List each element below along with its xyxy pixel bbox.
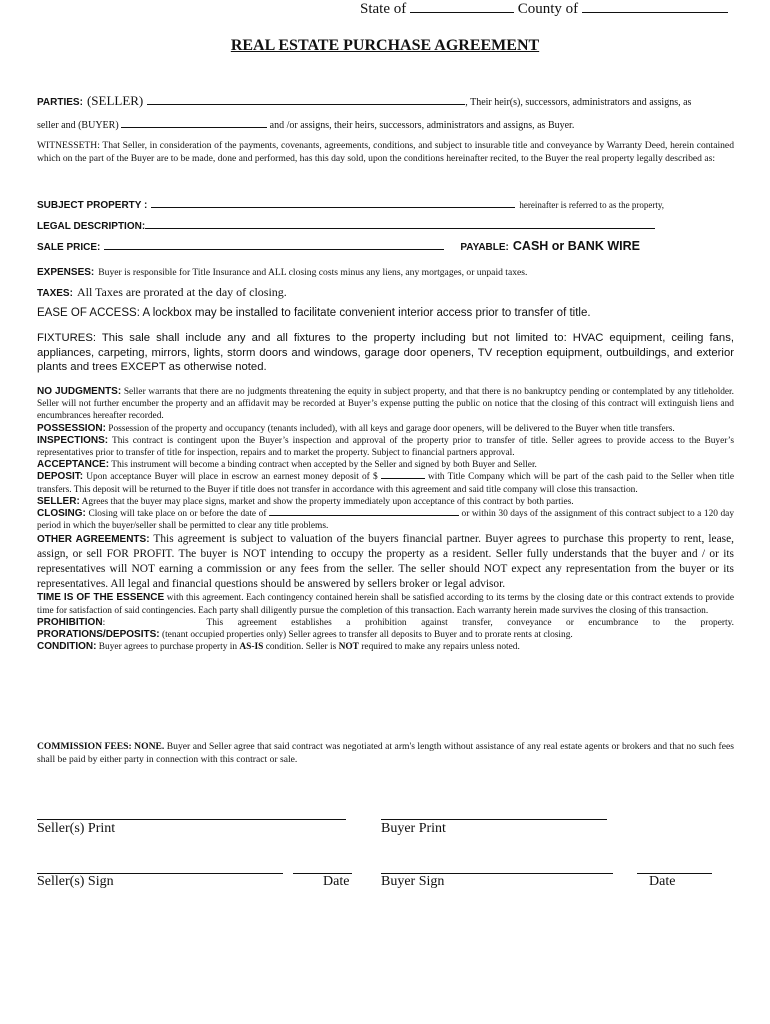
prohibition-clause: PROHIBITION: This agreement establishes a prohibition against transfer, conveyance or encumbrance to the property. [37,616,735,628]
condition-text-c: required to make any repairs unless noted. [361,642,520,653]
ease-of-access-text: A lockbox may be installed to facilitate convenient interior access prior to transfer of title. [142,307,591,319]
buyer-date-label: Date [649,874,676,889]
deposit-text-b: with Title Company which will be part of the cash paid to the Seller when title transfers. This deposit will be returned to the Buyer if title does not transfer in accordance with this agreement and said title company will close this transaction. [37,472,735,495]
inspections-text: This contract is contingent upon the Buyer’s inspection and approval of the property prior to transfer of title. Seller agrees to provide access to the Buyer’s representatives prior to transfer of title for inspection, repairs and to market the property. Subject to financial partners approval. [37,435,734,459]
buyer-lead: seller and (BUYER) [37,120,119,131]
payable-value: CASH or BANK WIRE [512,239,640,253]
state-county-line [360,0,728,18]
buyer-line [37,119,574,132]
ease-of-access-line [37,307,591,319]
buyer-sign-label: Buyer Sign [381,874,445,889]
parties-label: PARTIES: [37,97,83,108]
inspections-label: INSPECTIONS: [37,434,109,446]
buyer-print-label: Buyer Print [381,821,446,836]
seller-print-label: Seller(s) Print [37,821,116,836]
sale-price-label: SALE PRICE: [37,242,101,253]
seller-text: Agrees that the buyer may place signs, market and show the property immediately upon acceptance of this contract by both parties. [81,496,574,507]
condition-as-is: AS-IS [239,642,264,653]
deposit-clause [37,471,734,495]
commission-paragraph [37,740,734,766]
taxes-line [37,283,287,301]
fixtures-text: This sale shall include any and all fixtures to the property including but not limited to: HVAC equipment, ceiling fans, appliances, carpeting, mirrors, lights, storm doors and windows, garage door openers, TV reception equipment, outbuildings, and exterior plants and trees EXCEPT as otherwise noted. [37,332,735,373]
deposit-amount-field[interactable] [381,477,425,479]
subject-property-line [37,195,664,213]
no-judgments-clause [37,386,734,423]
prorations-label: PRORATIONS/DEPOSITS: [37,629,160,641]
fixtures-label: FIXTURES: [37,332,96,344]
legal-description-field[interactable] [145,227,655,229]
expenses-line [37,262,527,280]
condition-clause [37,641,734,653]
document-title: REAL ESTATE PURCHASE AGREEMENT [230,37,540,54]
no-judgments-label: NO JUDGMENTS: [37,386,122,397]
deposit-text-a: Upon acceptance Buyer will place in escrow an earnest money deposit of $ [86,472,378,483]
ease-of-access-label: EASE OF ACCESS: [37,307,140,319]
seller-clause [37,496,734,508]
time-of-essence-clause [37,592,734,616]
no-judgments-text: Seller warrants that there are no judgments threatening the equity in subject property, and that there is no bankruptcy pending or contemplated by any titleholder. Seller will not further encumber the property and an affidavit may be recorded at Buyer’s expense putting the public on notice that the closing of this contract will extinguish liens and encumbrances hereafter recorded. [37,387,734,422]
payable-label: PAYABLE: [460,242,509,253]
sale-price-field[interactable] [104,248,444,250]
other-agreements-label: OTHER AGREEMENTS: [37,534,150,546]
fixtures-paragraph [37,331,734,375]
legal-description-label: LEGAL DESCRIPTION: [37,221,146,232]
parties-line [37,92,737,110]
prohibition-text: This agreement establishes a prohibition against transfer, conveyance or encumbrance to the property. [206,617,735,628]
closing-text-a: Closing will take place on or before the date of [88,509,267,520]
condition-not: NOT [338,642,359,653]
sale-price-line [37,237,640,255]
prorations-clause [37,629,734,641]
subject-property-label: SUBJECT PROPERTY : [37,200,148,211]
seller-date-label: Date [323,874,350,889]
commission-label: COMMISSION FEES: NONE. [37,741,165,752]
possession-label: POSSESSION: [37,422,106,434]
closing-clause [37,508,734,532]
prohibition-label: PROHIBITION [37,616,103,628]
seller-tail: , Their heir(s), successors, administrators and assigns, as [465,97,692,108]
condition-text-b: condition. Seller is [265,642,337,653]
seller-label: SELLER: [37,495,80,507]
buyer-tail: and /or assigns, their heirs, successors, administrators and assigns, as Buyer. [269,120,575,131]
other-agreements-clause [37,532,734,592]
closing-label: CLOSING: [37,508,86,520]
deposit-label: DEPOSIT: [37,471,84,483]
expenses-text: Buyer is responsible for Title Insurance and ALL closing costs minus any liens, any mortgages, or unpaid taxes. [98,267,528,278]
expenses-label: EXPENSES: [37,267,95,278]
seller-tag: (SELLER) [86,93,144,108]
possession-clause [37,423,734,435]
other-agreements-text: This agreement is subject to valuation of the buyers financial partner. Buyer agrees to purchase this property to rent, lease, assign, or sell FOR PROFIT. The buyer is NOT intending to occupy the property as a resident. Seller fully understands that the buyer and / or its representatives will NOT earning a commission or any fees from the seller. The seller should NOT expect any representation from the buyer or its representatives. All legal and financial questions should be answered by sellers broker or legal advisor. [37,533,734,591]
county-field[interactable] [582,11,728,13]
closing-date-field[interactable] [269,514,459,516]
time-of-essence-label: TIME IS OF THE ESSENCE [37,592,165,604]
closing-text-b: or within 30 days of the assignment of this contract subject to a 120 day period in which the buyer/seller shall be permitted to clear any title problems. [37,509,735,532]
prorations-text: (tenant occupied properties only) Seller agrees to transfer all deposits to Buyer and to prorate rents at closing. [161,630,573,641]
possession-text: Possession of the property and occupancy (tenants included), with all keys and garage door openers, will be delivered to the Buyer when title transfers. [108,423,675,434]
state-field[interactable] [410,11,514,13]
acceptance-label: ACCEPTANCE: [37,459,110,471]
seller-name-field[interactable] [147,103,465,105]
taxes-text: All Taxes are prorated at the day of closing. [76,285,287,299]
buyer-print-line[interactable] [381,819,607,820]
commission-text: Buyer and Seller agree that said contract was negotiated at arm's length without assistance of any real estate agents or brokers and that no such fees shall be paid by either party in connection with this contract or sale. [37,741,734,765]
legal-description-line [37,216,655,234]
witnesseth-paragraph: WITNESSETH: That Seller, in consideration of the payments, covenants, agreements, conditions, and subject to insurable title and conveyance by Warranty Deed, herein contained which on the part of the Buyer are to be made, done and performed, has this day sold, upon the conditions hereinafter recited, to the Buyer the real property legally described as: [37,140,734,164]
buyer-name-field[interactable] [121,126,267,128]
acceptance-text: This instrument will become a binding contract when accepted by the Seller and signed by both Buyer and Seller. [111,460,537,471]
state-label: State of [360,1,407,17]
subject-property-tail: hereinafter is referred to as the property, [519,200,664,210]
condition-label: CONDITION: [37,641,97,653]
taxes-label: TAXES: [37,288,73,299]
county-label: County of [517,1,579,17]
acceptance-clause [37,459,734,471]
subject-property-field[interactable] [151,206,515,208]
seller-print-line[interactable] [37,819,346,820]
condition-text-a: Buyer agrees to purchase property in [98,642,238,653]
time-of-essence-text: with this agreement. Each contingency contained herein shall be satisfied according to its terms by the closing date or this contract extends to provide time for satisfaction of said contingencies. Each party shall diligently pursue the completion of this transaction. Each warranty herein made survives the closing of this transaction. [37,593,735,616]
seller-sign-label: Seller(s) Sign [37,874,114,889]
clauses-block [37,386,734,653]
inspections-clause [37,435,734,459]
